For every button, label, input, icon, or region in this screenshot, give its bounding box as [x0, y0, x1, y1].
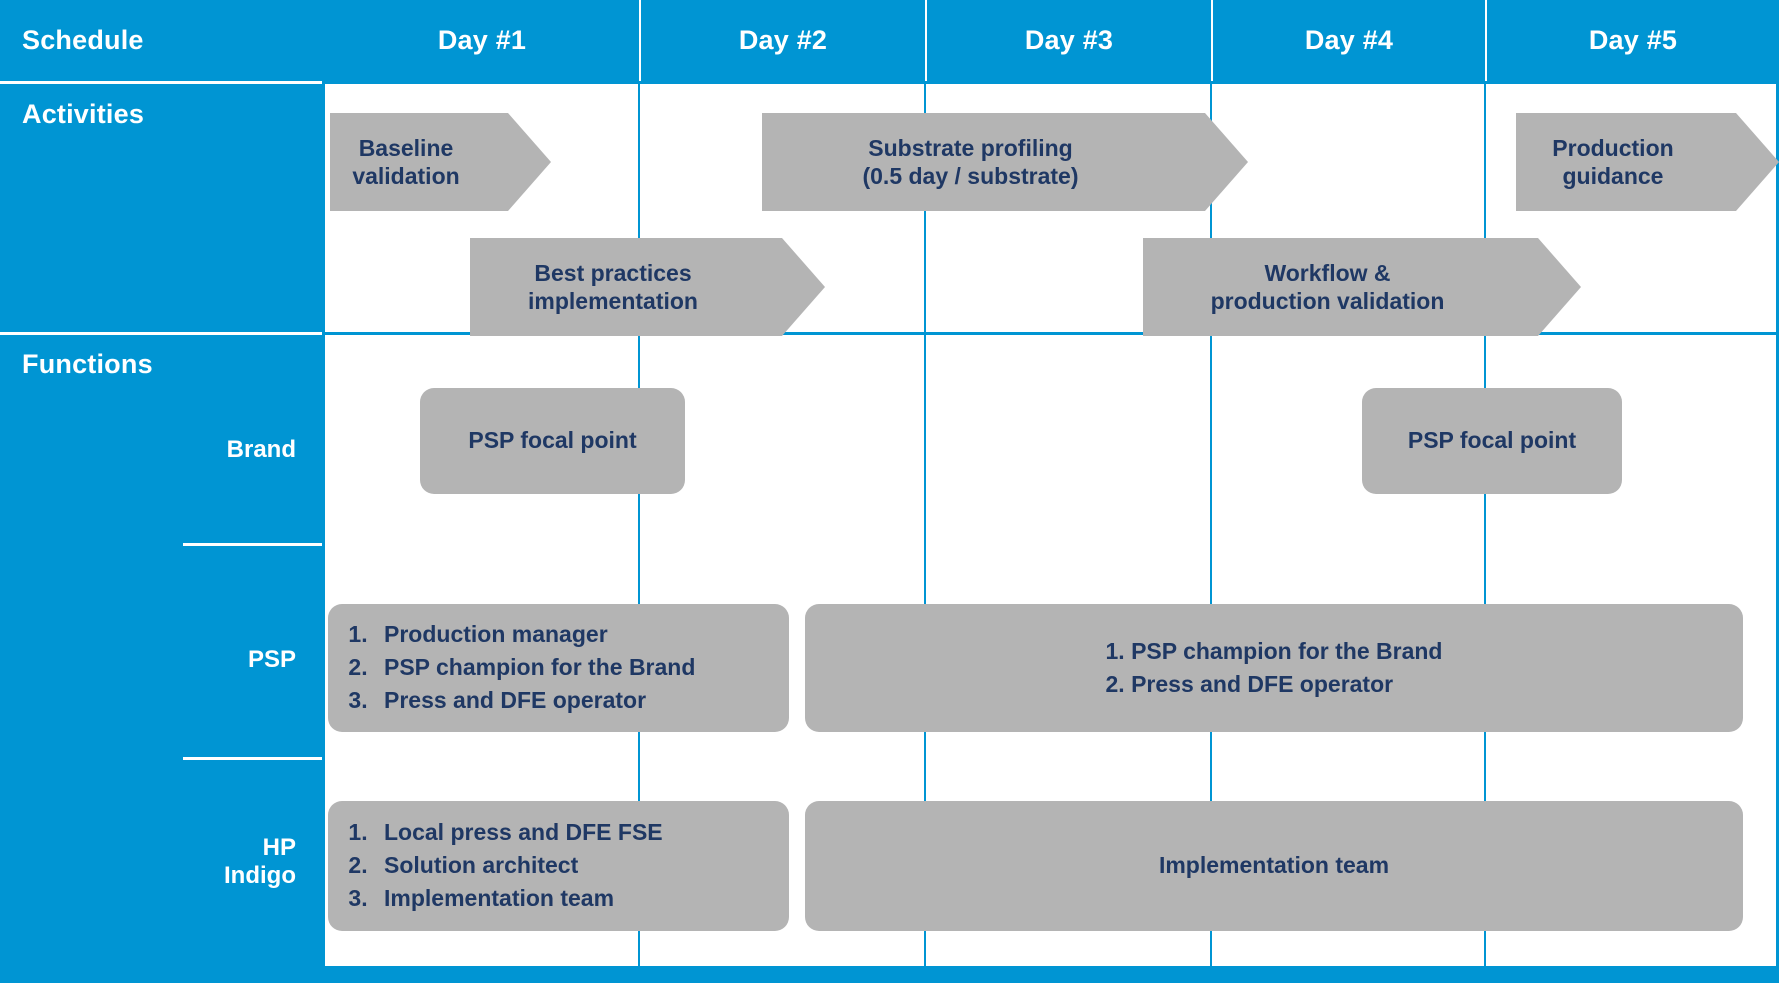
row-label-brand: [0, 400, 322, 500]
activity-best-practices-line2: implementation: [528, 288, 698, 314]
brand-psp-focal-point-text-2: PSP focal point: [1407, 427, 1577, 454]
activity-substrate-profiling: [762, 113, 1205, 211]
activity-baseline-validation-line2: validation: [352, 163, 460, 189]
header-day-3-label: Day #3: [1024, 25, 1114, 55]
activity-substrate-profiling-line2: (0.5 day / substrate): [862, 163, 1079, 189]
header-day-2: [641, 0, 925, 81]
psp-role-item: 1. Production manager: [374, 619, 695, 651]
row-separator-2: [183, 757, 322, 760]
psp-role-item: 2. Press and DFE operator: [1106, 669, 1443, 701]
activity-production-guidance-line1: Production: [1552, 134, 1674, 161]
activity-best-practices-implementation: [470, 238, 782, 336]
hp-indigo-implementation-team-box: [805, 801, 1743, 931]
row-label-hp-indigo-line1: HP: [262, 833, 296, 861]
left-column-bottom-fill: [0, 969, 1779, 983]
activity-baseline-validation: [330, 113, 508, 211]
hp-indigo-roles-box-1: [328, 801, 789, 931]
psp-roles-box-2: [805, 604, 1743, 732]
row-separator-1: [183, 543, 322, 546]
brand-psp-focal-point-text-1: PSP focal point: [468, 427, 637, 454]
header-schedule-label: Schedule: [22, 25, 144, 55]
header-day-5-label: Day #5: [1588, 25, 1678, 55]
row-label-hp-indigo-line2: Indigo: [224, 862, 296, 889]
hp-indigo-roles-list-1: [328, 816, 663, 915]
header-day-4: [1213, 0, 1485, 81]
brand-psp-focal-point-box-2: [1362, 388, 1622, 494]
header-day-2-label: Day #2: [738, 25, 828, 55]
psp-role-item: 1. PSP champion for the Brand: [1106, 636, 1443, 668]
activity-workflow-production-validation: [1143, 238, 1538, 336]
row-label-brand-text: Brand: [226, 435, 296, 463]
hp-indigo-role-item: 1. Local press and DFE FSE: [374, 817, 663, 849]
header-day-4-label: Day #4: [1304, 25, 1394, 55]
activity-production-guidance-line2: guidance: [1562, 163, 1664, 189]
hp-indigo-role-item: 3. Implementation team: [374, 883, 663, 915]
activity-baseline-validation-line1: Baseline: [358, 134, 454, 161]
header-day-5: [1487, 0, 1779, 81]
header-schedule-cell: [0, 0, 344, 81]
header-day-1: [325, 0, 639, 81]
header-day-3: [927, 0, 1211, 81]
hp-indigo-implementation-team-text: Implementation team: [1158, 852, 1390, 879]
activity-workflow-validation-line1: Workflow &: [1264, 259, 1391, 286]
row-label-psp: [0, 610, 322, 710]
section-functions-label-wrap: [0, 335, 344, 393]
psp-roles-list-2: [1106, 635, 1443, 701]
activity-production-guidance: [1516, 113, 1736, 211]
activity-workflow-validation-line2: production validation: [1210, 288, 1445, 314]
section-activities-label: Activities: [22, 98, 145, 129]
activity-best-practices-line1: Best practices: [534, 259, 692, 286]
section-activities-label-wrap: [0, 84, 344, 144]
header-day-1-label: Day #1: [437, 25, 527, 55]
psp-role-item: 2. PSP champion for the Brand: [374, 652, 695, 684]
hp-indigo-role-item: 2. Solution architect: [374, 850, 663, 882]
section-functions-label: Functions: [22, 348, 153, 379]
activity-substrate-profiling-line1: Substrate profiling: [868, 134, 1073, 161]
psp-role-item: 3. Press and DFE operator: [374, 685, 695, 717]
row-label-hp-indigo: [0, 812, 322, 912]
psp-roles-list-1: [328, 618, 695, 717]
row-label-psp-text: PSP: [247, 645, 296, 673]
brand-psp-focal-point-box-1: [420, 388, 685, 494]
psp-roles-box-1: [328, 604, 789, 732]
